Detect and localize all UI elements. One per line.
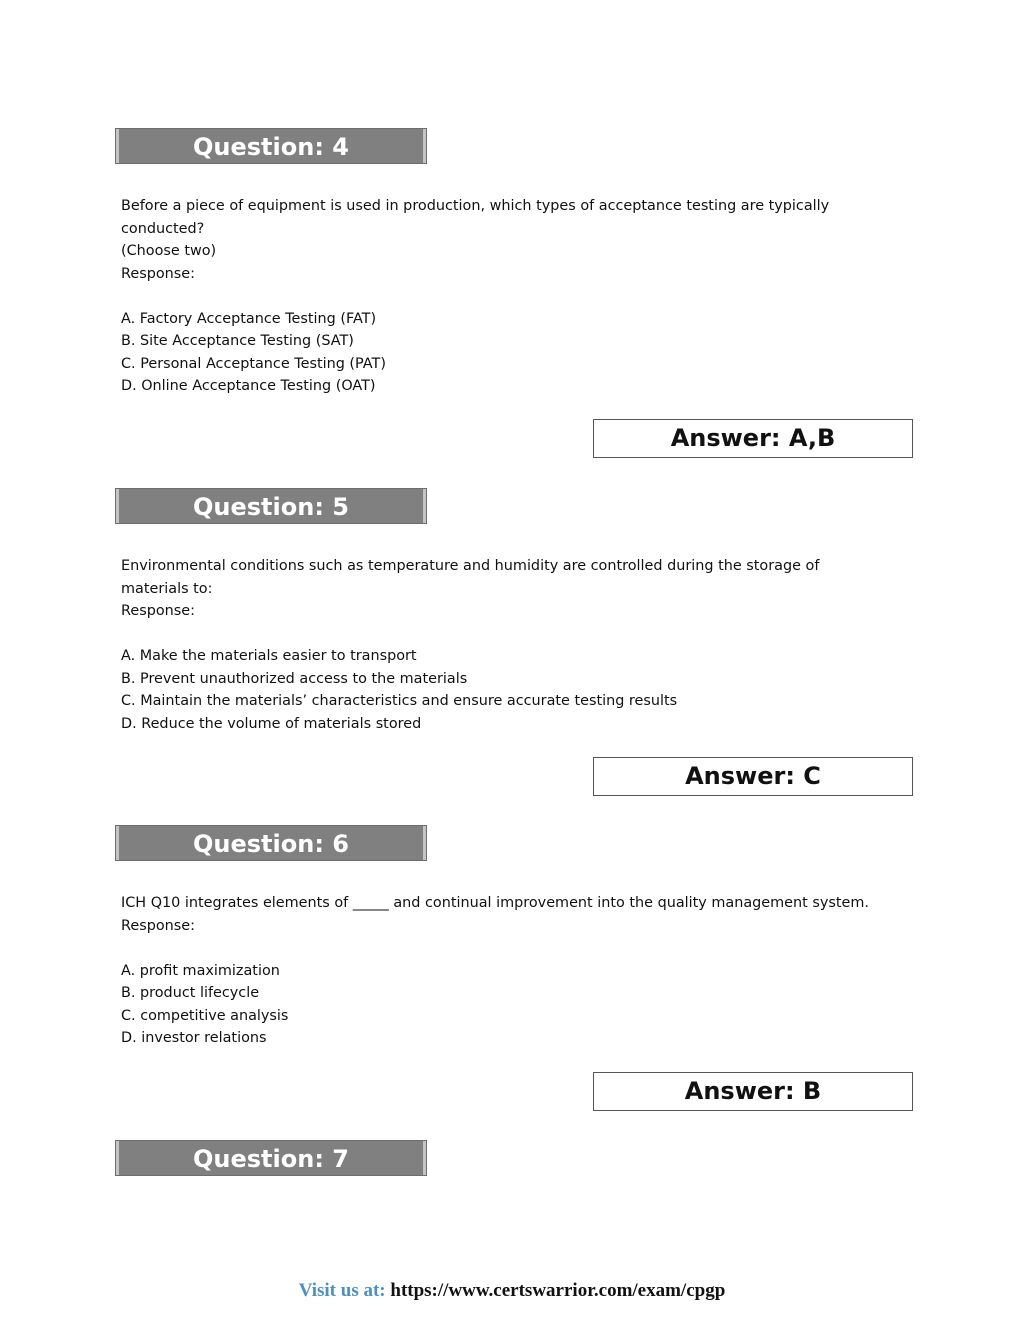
footer-label: Visit us at: (298, 1280, 391, 1301)
answer-box-q6: Answer: B (593, 1072, 913, 1111)
question-4-header: Question: 4 (115, 128, 427, 164)
question-4-body (121, 195, 911, 398)
response-label: Response: (121, 603, 195, 619)
question-6-body (121, 892, 911, 1050)
question-text-line: Before a piece of equipment is used in production, which types of acceptance testing are typically (121, 198, 830, 214)
question-7-header: Question: 7 (115, 1140, 427, 1176)
option-a: A. Make the materials easier to transport (121, 648, 417, 664)
option-b: B. product lifecycle (121, 985, 260, 1001)
question-text-line: (Choose two) (121, 243, 217, 259)
answer-box-q4: Answer: A,B (593, 419, 913, 458)
option-b: B. Site Acceptance Testing (SAT) (121, 333, 354, 349)
question-text-line: materials to: (121, 580, 213, 597)
option-d: D. Reduce the volume of materials stored (121, 715, 422, 732)
option-c: C. Personal Acceptance Testing (PAT) (121, 355, 386, 372)
option-b: B. Prevent unauthorized access to the materials (121, 670, 468, 687)
response-label: Response: (121, 917, 195, 934)
option-a: A. profit maximization (121, 962, 280, 979)
question-text-line: ICH Q10 integrates elements of _____ and continual improvement into the quality management system. (121, 895, 869, 911)
question-text-line: conducted? (121, 220, 205, 237)
response-label: Response: (121, 265, 195, 282)
question-5-header: Question: 5 (115, 488, 427, 524)
option-d: D. Online Acceptance Testing (OAT) (121, 378, 376, 394)
question-6-header: Question: 6 (115, 825, 427, 861)
answer-box-q5: Answer: C (593, 757, 913, 796)
question-5-body (121, 555, 911, 735)
option-c: C. Maintain the materials’ characteristics and ensure accurate testing results (121, 693, 678, 709)
footer-url-link[interactable]: https://www.certswarrior.com/exam/cpgp (390, 1280, 726, 1301)
footer (0, 1280, 1024, 1302)
option-c: C. competitive analysis (121, 1007, 289, 1024)
option-d: D. investor relations (121, 1030, 267, 1046)
option-a: A. Factory Acceptance Testing (FAT) (121, 310, 377, 327)
question-text-line: Environmental conditions such as temperature and humidity are controlled during the storage of (121, 558, 820, 574)
